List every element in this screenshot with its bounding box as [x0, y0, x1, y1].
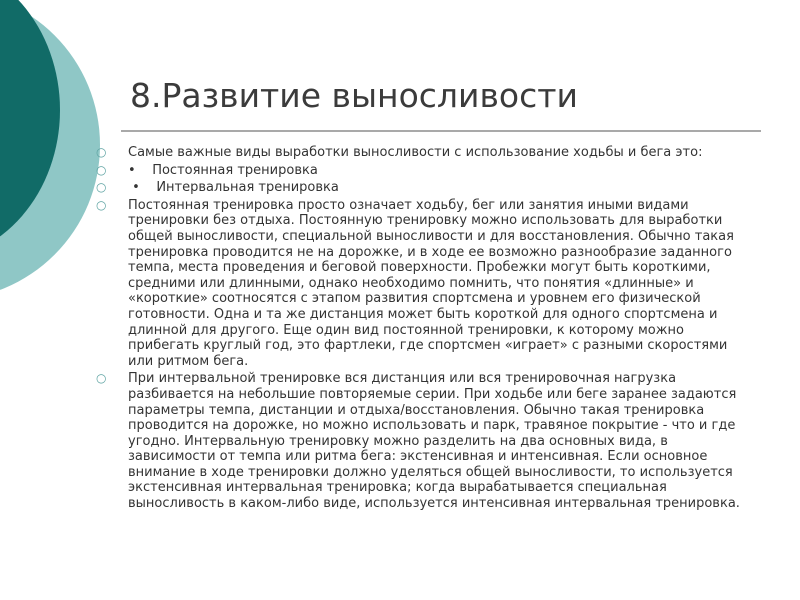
list-item: [96, 163, 756, 179]
circle-bullet-icon: ○: [96, 371, 107, 386]
list-item: [96, 198, 756, 370]
list-item-text: Постоянная тренировка просто означает ходьбу, бег или занятия иными видами тренировки без отдыха. Постоянную тренировку можно использовать для выработки общей выносливости, специальной выносливости и для восстановления. Обычно такая тренировка проводится не на дорожке, и в ходе ее возможно разнообразие заданного темпа, места проведения и беговой поверхности. Пробежки могут быть короткими, средними или длинными, однако необходимо помнить, что понятия «длинные» и «короткие» соотносятся с этапом развития спортсмена и уровнем его физической готовности. Одна и та же дистанция может быть короткой для одного спортсмена и длинной для другого. Еще один вид постоянной тренировки, к которому можно прибегать круглый год, это фартлеки, где спортсмен «играет» с разными скоростями или ритмом бега.: [128, 197, 734, 369]
list-item-text: • Постоянная тренировка: [128, 162, 318, 178]
title-divider: [121, 130, 761, 132]
list-item: [96, 371, 756, 511]
list-item-text: Самые важные виды выработки выносливости с использование ходьбы и бега это:: [128, 145, 703, 160]
list-item-text: • Интервальная тренировка: [128, 180, 339, 196]
list-item-text: При интервальной тренировке вся дистанция или вся тренировочная нагрузка разбивается на небольшие повторяемые серии. При ходьбе или беге заранее задаются параметры темпа, дистанции и отдыха/восстановления. Обычно такая тренировка проводится на дорожке, но можно использовать и парк, травяное покрытие - что и где угодно. Интервальную тренировку можно разделить на два основных вида, в зависимости от темпа или ритма бега: экстенсивная и интенсивная. Если основное внимание в ходе тренировки должно уделяться общей выносливости, то используется экстенсивная интервальная тренировка; когда вырабатывается специальная выносливость в каком-либо виде, используется интенсивная интервальная тренировка.: [128, 371, 740, 512]
circle-bullet-icon: ○: [96, 162, 107, 177]
list-item: [96, 145, 756, 161]
circle-bullet-icon: ○: [96, 197, 107, 212]
list-item: [96, 180, 756, 196]
circle-bullet-icon: ○: [96, 180, 107, 195]
circle-bullet-icon: ○: [96, 145, 107, 159]
slide-title: 8.Развитие выносливости: [130, 76, 578, 115]
bullet-list: [96, 145, 756, 514]
